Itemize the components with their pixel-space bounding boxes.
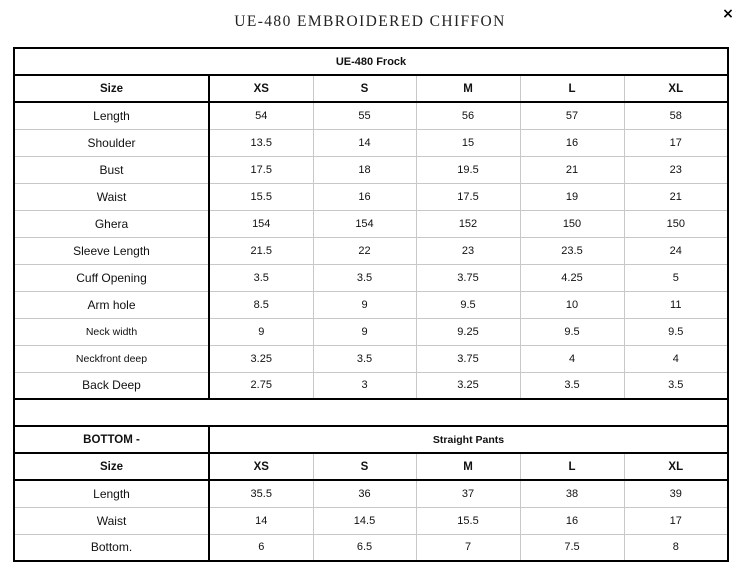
measurement-cell: 3 [313, 372, 416, 399]
frock-size-header-row [14, 75, 728, 102]
measurement-cell: 23 [416, 237, 520, 264]
measurement-cell: 17.5 [209, 156, 313, 183]
table-row [14, 183, 728, 210]
row-label: Ghera [14, 210, 209, 237]
row-label: Bottom. [14, 534, 209, 561]
measurement-cell: 16 [520, 129, 624, 156]
table-row [14, 156, 728, 183]
measurement-cell: 56 [416, 102, 520, 129]
measurement-cell: 6.5 [313, 534, 416, 561]
bottom-size-header-row [14, 453, 728, 480]
row-label: Back Deep [14, 372, 209, 399]
size-header-cell: S [313, 75, 416, 102]
measurement-cell: 3.5 [209, 264, 313, 291]
table-row [14, 210, 728, 237]
size-header-cell: S [313, 453, 416, 480]
measurement-cell: 24 [624, 237, 728, 264]
size-header-cell: XS [209, 453, 313, 480]
measurement-cell: 16 [313, 183, 416, 210]
measurement-cell: 9 [313, 291, 416, 318]
measurement-cell: 3.5 [624, 372, 728, 399]
size-header-cell: L [520, 75, 624, 102]
row-label: Arm hole [14, 291, 209, 318]
bottom-table-title: Straight Pants [209, 426, 728, 453]
measurement-cell: 3.5 [313, 345, 416, 372]
size-header-label: Size [14, 453, 209, 480]
measurement-cell: 18 [313, 156, 416, 183]
bottom-section-label: BOTTOM - [14, 426, 209, 453]
measurement-cell: 22 [313, 237, 416, 264]
frock-table-title: UE-480 Frock [14, 48, 728, 75]
measurement-cell: 55 [313, 102, 416, 129]
measurement-cell: 7.5 [520, 534, 624, 561]
row-label: Shoulder [14, 129, 209, 156]
row-label: Sleeve Length [14, 237, 209, 264]
measurement-cell: 15.5 [416, 507, 520, 534]
measurement-cell: 11 [624, 291, 728, 318]
measurement-cell: 9.5 [520, 318, 624, 345]
measurement-cell: 16 [520, 507, 624, 534]
measurement-cell: 5 [624, 264, 728, 291]
row-label: Length [14, 102, 209, 129]
measurement-cell: 3.75 [416, 264, 520, 291]
measurement-cell: 15.5 [209, 183, 313, 210]
measurement-cell: 6 [209, 534, 313, 561]
measurement-cell: 2.75 [209, 372, 313, 399]
row-label: Waist [14, 183, 209, 210]
measurement-cell: 19.5 [416, 156, 520, 183]
table-row [14, 372, 728, 399]
frock-title-row [14, 48, 728, 75]
row-label: Waist [14, 507, 209, 534]
table-row [14, 318, 728, 345]
table-row [14, 237, 728, 264]
size-chart-table [13, 47, 729, 562]
close-button[interactable]: × [722, 6, 734, 22]
row-label: Neck width [14, 318, 209, 345]
measurement-cell: 13.5 [209, 129, 313, 156]
size-header-cell: L [520, 453, 624, 480]
table-row [14, 534, 728, 561]
measurement-cell: 36 [313, 480, 416, 507]
measurement-cell: 8.5 [209, 291, 313, 318]
size-header-cell: XL [624, 75, 728, 102]
measurement-cell: 3.75 [416, 345, 520, 372]
measurement-cell: 58 [624, 102, 728, 129]
measurement-cell: 9 [209, 318, 313, 345]
row-label: Bust [14, 156, 209, 183]
measurement-cell: 17.5 [416, 183, 520, 210]
measurement-cell: 35.5 [209, 480, 313, 507]
measurement-cell: 15 [416, 129, 520, 156]
table-row [14, 264, 728, 291]
measurement-cell: 8 [624, 534, 728, 561]
measurement-cell: 3.5 [520, 372, 624, 399]
table-row [14, 507, 728, 534]
measurement-cell: 9.5 [416, 291, 520, 318]
measurement-cell: 9.5 [624, 318, 728, 345]
measurement-cell: 154 [209, 210, 313, 237]
measurement-cell: 152 [416, 210, 520, 237]
row-label: Neckfront deep [14, 345, 209, 372]
row-label: Cuff Opening [14, 264, 209, 291]
table-row [14, 129, 728, 156]
size-header-cell: XL [624, 453, 728, 480]
measurement-cell: 14 [313, 129, 416, 156]
size-header-cell: XS [209, 75, 313, 102]
row-label: Length [14, 480, 209, 507]
measurement-cell: 17 [624, 129, 728, 156]
measurement-cell: 21 [520, 156, 624, 183]
measurement-cell: 14 [209, 507, 313, 534]
measurement-cell: 3.5 [313, 264, 416, 291]
measurement-cell: 17 [624, 507, 728, 534]
measurement-cell: 154 [313, 210, 416, 237]
table-row [14, 291, 728, 318]
measurement-cell: 14.5 [313, 507, 416, 534]
measurement-cell: 4.25 [520, 264, 624, 291]
measurement-cell: 37 [416, 480, 520, 507]
table-row [14, 480, 728, 507]
measurement-cell: 23.5 [520, 237, 624, 264]
spacer-cell [14, 399, 728, 426]
measurement-cell: 7 [416, 534, 520, 561]
measurement-cell: 10 [520, 291, 624, 318]
table-row [14, 345, 728, 372]
measurement-cell: 23 [624, 156, 728, 183]
size-header-cell: M [416, 75, 520, 102]
measurement-cell: 21.5 [209, 237, 313, 264]
spacer-row [14, 399, 728, 426]
modal-title: UE-480 EMBROIDERED CHIFFON [234, 13, 506, 30]
size-header-label: Size [14, 75, 209, 102]
measurement-cell: 3.25 [209, 345, 313, 372]
size-header-cell: M [416, 453, 520, 480]
measurement-cell: 4 [624, 345, 728, 372]
table-row [14, 102, 728, 129]
measurement-cell: 9 [313, 318, 416, 345]
measurement-cell: 38 [520, 480, 624, 507]
measurement-cell: 150 [624, 210, 728, 237]
measurement-cell: 4 [520, 345, 624, 372]
measurement-cell: 150 [520, 210, 624, 237]
measurement-cell: 21 [624, 183, 728, 210]
measurement-cell: 9.25 [416, 318, 520, 345]
measurement-cell: 19 [520, 183, 624, 210]
measurement-cell: 3.25 [416, 372, 520, 399]
measurement-cell: 39 [624, 480, 728, 507]
measurement-cell: 54 [209, 102, 313, 129]
bottom-title-row [14, 426, 728, 453]
measurement-cell: 57 [520, 102, 624, 129]
